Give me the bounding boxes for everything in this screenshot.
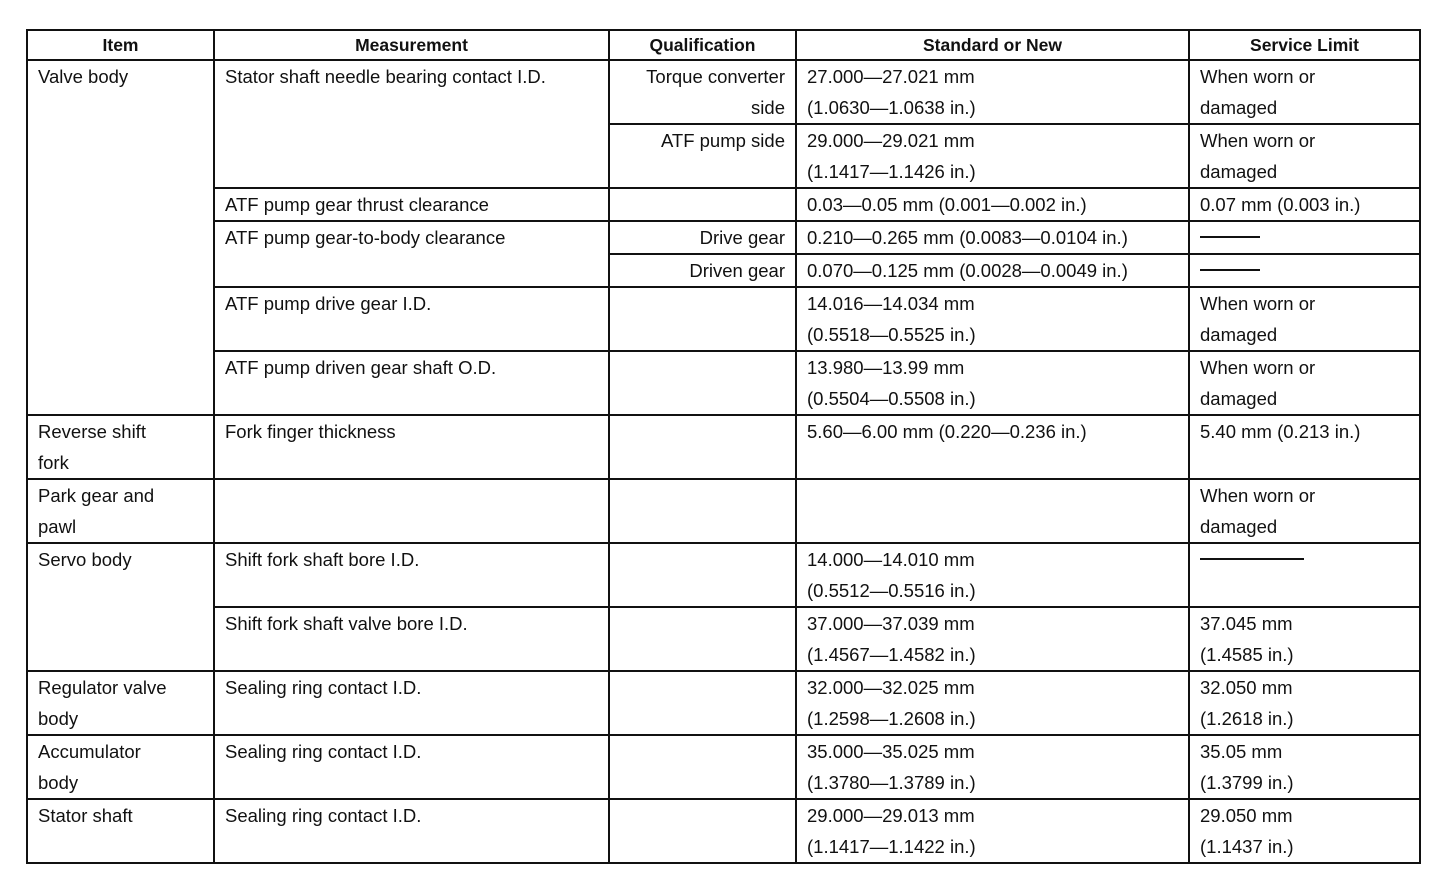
item-label: Reverse shift (38, 421, 146, 442)
measurement-cell (214, 735, 609, 799)
standard-value: (1.1417—1.1422 in.) (807, 836, 976, 857)
limit-value: When worn or (1200, 66, 1316, 87)
item-label: body (38, 708, 79, 729)
qualification-cell (609, 221, 796, 254)
header-standard: Standard or New (796, 30, 1189, 60)
header-item: Item (27, 30, 214, 60)
measurement-label: Stator shaft needle bearing contact I.D. (225, 66, 546, 87)
limit-cell (1189, 124, 1420, 188)
item-label: fork (38, 452, 69, 473)
standard-value: 5.60—6.00 mm (0.220—0.236 in.) (807, 421, 1087, 442)
table-row (27, 671, 1420, 735)
standard-cell (796, 607, 1189, 671)
standard-value: (1.3780—1.3789 in.) (807, 772, 976, 793)
standard-value: 14.016—14.034 mm (807, 293, 975, 314)
item-cell (27, 671, 214, 735)
standard-value: (0.5518—0.5525 in.) (807, 324, 976, 345)
standard-value: 29.000—29.013 mm (807, 805, 975, 826)
qualification-label: Torque converter (646, 66, 785, 87)
standard-value: 37.000—37.039 mm (807, 613, 975, 634)
measurement-cell (214, 479, 609, 543)
header-service-limit: Service Limit (1189, 30, 1420, 60)
standard-value: 14.000—14.010 mm (807, 549, 975, 570)
standard-value: (1.0630—1.0638 in.) (807, 97, 976, 118)
limit-cell (1189, 351, 1420, 415)
table-row (27, 188, 1420, 221)
item-label: Regulator valve (38, 677, 167, 698)
table-row (27, 543, 1420, 607)
limit-value: When worn or (1200, 130, 1316, 151)
table-row (27, 735, 1420, 799)
qualification-cell (609, 351, 796, 415)
limit-cell (1189, 60, 1420, 124)
limit-value: (1.4585 in.) (1200, 644, 1294, 665)
measurement-label: Sealing ring contact I.D. (225, 677, 422, 698)
limit-value: (1.1437 in.) (1200, 836, 1294, 857)
standard-value: (0.5504—0.5508 in.) (807, 388, 976, 409)
standard-cell (796, 543, 1189, 607)
qualification-label: Drive gear (699, 227, 785, 248)
measurement-label: Sealing ring contact I.D. (225, 741, 422, 762)
standard-cell (796, 351, 1189, 415)
table-row (27, 607, 1420, 671)
measurement-cell (214, 415, 609, 479)
measurement-cell (214, 188, 609, 221)
qualification-cell (609, 254, 796, 287)
item-cell (27, 735, 214, 799)
item-label: Accumulator (38, 741, 141, 762)
table-row (27, 351, 1420, 415)
standard-value: 27.000—27.021 mm (807, 66, 975, 87)
limit-cell (1189, 671, 1420, 735)
limit-value: damaged (1200, 97, 1278, 118)
standard-value: (0.5512—0.5516 in.) (807, 580, 976, 601)
limit-value: (1.3799 in.) (1200, 772, 1294, 793)
limit-value: 37.045 mm (1200, 613, 1293, 634)
item-cell (27, 543, 214, 671)
qualification-cell (609, 287, 796, 351)
service-spec-sheet (26, 29, 1419, 864)
limit-cell (1189, 735, 1420, 799)
standard-cell (796, 124, 1189, 188)
limit-value: 5.40 mm (0.213 in.) (1200, 421, 1361, 442)
standard-cell (796, 254, 1189, 287)
standard-value: 35.000—35.025 mm (807, 741, 975, 762)
qualification-cell (609, 415, 796, 479)
measurement-cell (214, 221, 609, 287)
item-cell (27, 799, 214, 863)
service-spec-table (26, 29, 1421, 864)
standard-value: 0.210—0.265 mm (0.0083—0.0104 in.) (807, 227, 1128, 248)
limit-cell (1189, 543, 1420, 607)
limit-value: (1.2618 in.) (1200, 708, 1294, 729)
measurement-cell (214, 607, 609, 671)
qualification-cell (609, 479, 796, 543)
measurement-label: Shift fork shaft bore I.D. (225, 549, 420, 570)
qualification-label: side (751, 97, 785, 118)
measurement-label: Fork finger thickness (225, 421, 396, 442)
limit-cell (1189, 479, 1420, 543)
limit-cell (1189, 287, 1420, 351)
limit-cell (1189, 188, 1420, 221)
measurement-cell (214, 799, 609, 863)
measurement-label: Shift fork shaft valve bore I.D. (225, 613, 468, 634)
standard-value: 13.980—13.99 mm (807, 357, 965, 378)
no-limit-dash (1200, 255, 1409, 270)
limit-value: When worn or (1200, 357, 1316, 378)
qualification-label: Driven gear (689, 260, 785, 281)
no-limit-dash (1200, 222, 1409, 237)
item-label: Valve body (38, 66, 129, 87)
limit-value: 0.07 mm (0.003 in.) (1200, 194, 1361, 215)
limit-value: damaged (1200, 516, 1278, 537)
qualification-cell (609, 188, 796, 221)
qualification-cell (609, 735, 796, 799)
standard-value: 0.070—0.125 mm (0.0028—0.0049 in.) (807, 260, 1128, 281)
standard-value: 0.03—0.05 mm (0.001—0.002 in.) (807, 194, 1087, 215)
table-row (27, 287, 1420, 351)
limit-value: damaged (1200, 324, 1278, 345)
standard-cell (796, 735, 1189, 799)
measurement-label: Sealing ring contact I.D. (225, 805, 422, 826)
table-row (27, 60, 1420, 124)
qualification-cell (609, 671, 796, 735)
measurement-cell (214, 543, 609, 607)
measurement-label: ATF pump drive gear I.D. (225, 293, 432, 314)
qualification-label: ATF pump side (660, 130, 785, 151)
measurement-cell (214, 351, 609, 415)
standard-value: 32.000—32.025 mm (807, 677, 975, 698)
limit-cell (1189, 254, 1420, 287)
standard-cell (796, 479, 1189, 543)
limit-value: When worn or (1200, 293, 1316, 314)
item-cell (27, 415, 214, 479)
item-label: Stator shaft (38, 805, 133, 826)
table-row (27, 799, 1420, 863)
standard-cell (796, 799, 1189, 863)
qualification-cell (609, 607, 796, 671)
limit-value: 35.05 mm (1200, 741, 1283, 762)
standard-value: (1.2598—1.2608 in.) (807, 708, 976, 729)
header-row (27, 30, 1420, 60)
measurement-cell (214, 287, 609, 351)
qualification-cell (609, 124, 796, 188)
item-cell (27, 479, 214, 543)
measurement-cell (214, 671, 609, 735)
standard-cell (796, 287, 1189, 351)
limit-cell (1189, 607, 1420, 671)
item-label: body (38, 772, 79, 793)
header-qualification: Qualification (609, 30, 796, 60)
table-row (27, 221, 1420, 254)
standard-value: (1.1417—1.1426 in.) (807, 161, 976, 182)
limit-value: damaged (1200, 388, 1278, 409)
qualification-cell (609, 543, 796, 607)
measurement-label: ATF pump gear thrust clearance (225, 194, 489, 215)
header-measurement: Measurement (214, 30, 609, 60)
item-label: pawl (38, 516, 77, 537)
limit-cell (1189, 415, 1420, 479)
limit-cell (1189, 799, 1420, 863)
item-label: Servo body (38, 549, 132, 570)
item-label: Park gear and (38, 485, 155, 506)
qualification-cell (609, 799, 796, 863)
qualification-cell (609, 60, 796, 124)
standard-value: (1.4567—1.4582 in.) (807, 644, 976, 665)
no-limit-dash (1200, 544, 1409, 559)
limit-value: When worn or (1200, 485, 1316, 506)
limit-value: 29.050 mm (1200, 805, 1293, 826)
standard-cell (796, 188, 1189, 221)
standard-cell (796, 671, 1189, 735)
standard-cell (796, 415, 1189, 479)
limit-value: 32.050 mm (1200, 677, 1293, 698)
table-row (27, 479, 1420, 543)
standard-cell (796, 221, 1189, 254)
limit-cell (1189, 221, 1420, 254)
measurement-label: ATF pump driven gear shaft O.D. (225, 357, 497, 378)
standard-cell (796, 60, 1189, 124)
item-cell (27, 60, 214, 415)
standard-value: 29.000—29.021 mm (807, 130, 975, 151)
measurement-cell (214, 60, 609, 188)
table-row (27, 415, 1420, 479)
limit-value: damaged (1200, 161, 1278, 182)
measurement-label: ATF pump gear-to-body clearance (225, 227, 506, 248)
